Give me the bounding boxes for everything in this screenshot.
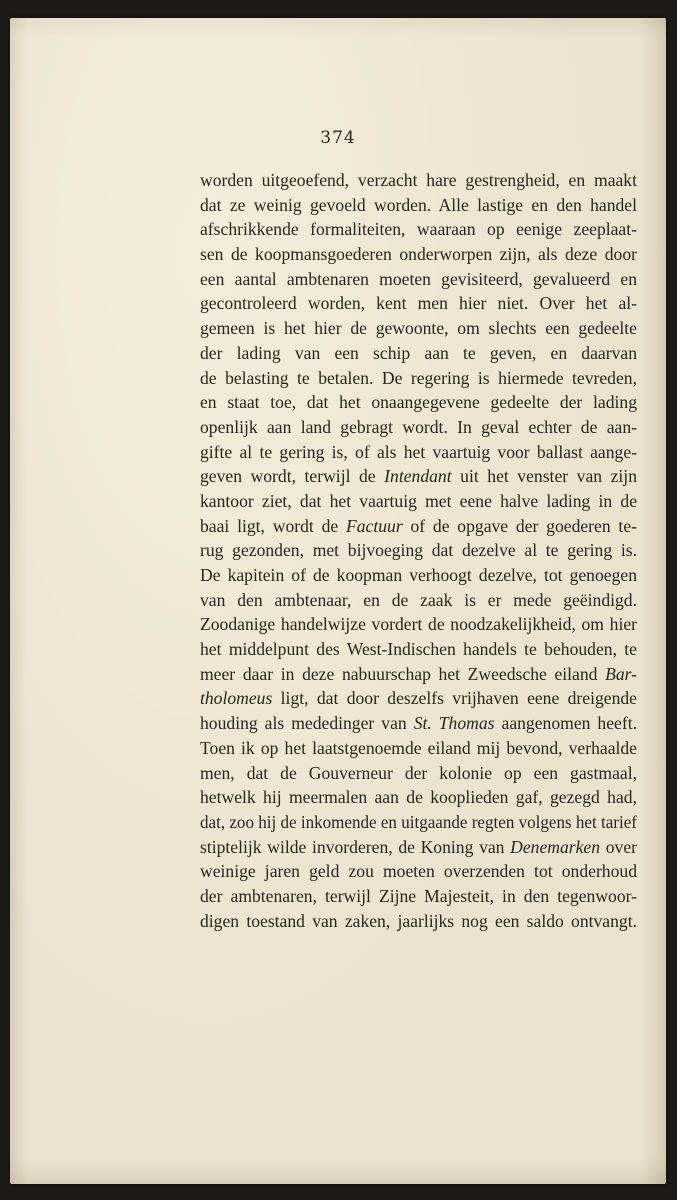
text-line: een aantal ambtenaren moeten gevisiteerd, gevalueerd en [200, 268, 637, 289]
italic-term: Factuur [345, 515, 403, 536]
book-page [10, 18, 666, 1184]
text-line: baai ligt, wordt de Factuur of de opgave der goederen te- [200, 515, 637, 536]
text-line: gifte al te gering is, of als het vaartuig voor ballast aange- [200, 441, 637, 462]
text-line: van den ambtenaar, en de zaak is er mede geëindigd. [200, 589, 637, 610]
text-line: men, dat de Gouverneur der kolonie op een gastmaal, [200, 762, 637, 783]
text-line: Toen ik op het laatstgenoemde eiland mij bevond, verhaalde [200, 737, 637, 758]
text-line: tholomeus ligt, dat door deszelfs vrijhaven eene dreigende [200, 688, 637, 709]
text-line: rug gezonden, met bijvoeging dat dezelve al te gering is. [200, 540, 637, 561]
text-line: De kapitein of de koopman verhoogt dezelve, tot genoegen [200, 565, 637, 585]
text-line: het middelpunt des West-Indischen handels te behouden, te [200, 639, 637, 660]
text-line: Zoodanige handelwijze vordert de noodzakelijkheid, om hier [200, 614, 637, 635]
italic-term: Denemarken [510, 836, 601, 857]
text-line: dat ze weinig gevoeld worden. Alle lastige en den handel [200, 194, 637, 215]
text-line: worden uitgeoefend, verzacht hare gestrengheid, en maakt [200, 170, 637, 190]
text-line: gecontroleerd worden, kent men hier niet. Over het al- [200, 293, 637, 314]
text-line: der ambtenaren, terwijl Zijne Majesteit, in den tegenwoor- [200, 885, 637, 906]
text-line: openlijk aan land gebragt wordt. In geval echter de aan- [200, 416, 637, 437]
italic-term: St. Thomas [413, 713, 495, 734]
italic-term: Bar- [605, 663, 637, 684]
text-line: houding als mededinger van St. Thomas aangenomen heeft. [200, 713, 637, 734]
text-line: stiptelijk wilde invorderen, de Koning van Denemarken over [200, 836, 637, 857]
text-line: geven wordt, terwijl de Intendant uit het venster van zijn [200, 466, 637, 487]
text-line: weinige jaren geld zou moeten overzenden tot onderhoud [200, 861, 637, 882]
italic-term: Intendant [384, 466, 452, 487]
text-line: dat, zoo hij de inkomende en uitgaande regten volgens het tarief [200, 811, 637, 832]
text-line: hetwelk hij meermalen aan de kooplieden gaf, gezegd had, [200, 787, 637, 808]
text-line: sen de koopmansgoederen onderworpen zijn, als deze door [200, 244, 637, 265]
text-line: digen toestand van zaken, jaarlijks nog een saldo ontvangt. [200, 910, 637, 931]
page-number: 374 [320, 128, 356, 148]
text-line: gemeen is het hier de gewoonte, om slechts een gedeelte [200, 318, 637, 339]
text-line: afschrikkende formaliteiten, waaraan op eenige zeeplaat- [200, 219, 637, 240]
text-line: kantoor ziet, dat het vaartuig met eene halve lading in de [200, 490, 637, 511]
body-text [200, 168, 637, 933]
text-line: der lading van een schip aan te geven, en daarvan [200, 342, 637, 363]
text-line: en staat toe, dat het onaangegevene gedeelte der lading [200, 392, 637, 413]
text-line: meer daar in deze nabuurschap het Zweedsche eiland Bar- [200, 663, 637, 684]
italic-term: tholomeus [200, 688, 273, 709]
text-line: de belasting te betalen. De regering is hiermede tevreden, [200, 367, 637, 388]
